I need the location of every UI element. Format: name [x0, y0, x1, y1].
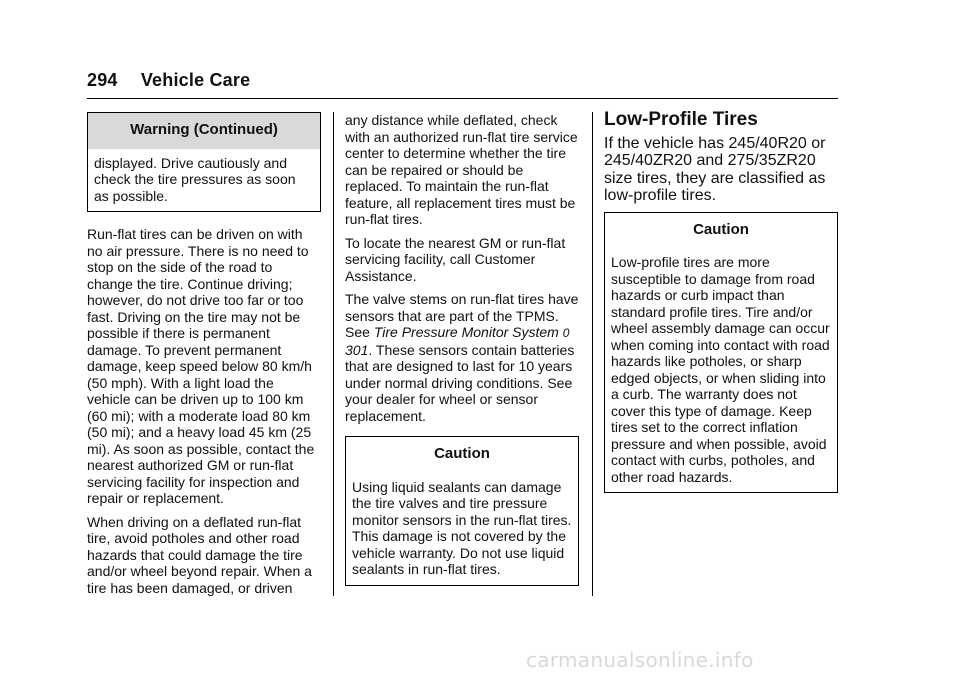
reference-page: 301 [345, 341, 369, 358]
warning-box-body: displayed. Drive cautiously and check the tire pressures as soon as possible. [94, 154, 296, 204]
text-run: The valve stems on run-flat tires have sensors that are part of the TPMS. See [345, 291, 579, 340]
column-3 [604, 109, 838, 507]
reference-title: Tire Pressure Monitor System [373, 324, 559, 340]
paragraph: When driving on a deflated run-flat tire, avoid potholes and other road hazards that could damage the tire and/or wheel beyond repair. When a tire has been damaged, or driven [87, 513, 312, 596]
warning-box-title: Warning (Continued) [88, 113, 320, 149]
caution-box-body: Using liquid sealants can damage the tire valves and tire pressure monitor sensors in the run-flat tires. This damage is not covered by the vehicle warranty. Do not use liquid sealants in run-flat tires. [352, 478, 572, 577]
section-heading: Low-Profile Tires [604, 109, 758, 130]
warning-box [87, 112, 321, 212]
paragraph: To locate the nearest GM or run-flat servicing facility, call Customer Assistance. [345, 234, 566, 284]
caution-box [604, 212, 838, 494]
page-number: 294 [87, 70, 118, 90]
caution-box-title: Caution [346, 437, 578, 473]
column-divider [592, 112, 593, 596]
page-reference-arrow-icon: 0 [562, 326, 570, 340]
caution-box-body: Low-profile tires are more susceptible to damage from road hazards or curb impact than standard profile tires. Tire and/or wheel assembly damage can occur when coming into contact with road hazards like potholes, or sharp edged objects, or when sliding into a curb. The warranty does not cover this type of damage. Keep tires set to the correct inflation pressure and when possible, avoid contact with curbs, potholes, and other road hazards. [611, 254, 830, 485]
column-divider [333, 112, 334, 596]
page-header [87, 70, 250, 91]
section-title: Vehicle Care [140, 70, 251, 90]
watermark: carmanualsonline.info [526, 648, 754, 672]
header-rule [87, 98, 838, 99]
paragraph: any distance while deflated, check with an authorized run-flat tire service center to determine whether the tire can be repaired or should be replaced. To maintain the run-flat feature, all replacement tires must be run-flat tires. [345, 112, 578, 227]
column-1 [87, 112, 321, 603]
tpms-paragraph [345, 291, 579, 424]
text-run: . These sensors contain batteries that are designed to last for 10 years under normal driving conditions. See your dealer for wheel or sensor replacement. [345, 341, 575, 424]
caution-box [345, 436, 579, 586]
lead-paragraph: If the vehicle has 245/40R20 or 245/40ZR20 and 275/35ZR20 size tires, they are classified as low-profile tires. [604, 134, 826, 204]
column-2 [345, 112, 579, 600]
paragraph: Run-flat tires can be driven on with no air pressure. There is no need to stop on the side of the road to change the tire. Continue driving; however, do not drive too far or too fast. Driving on the tire may not be possible if there is permanent damage. To prevent permanent damage, keep speed below 80 km/h (50 mph). With a light load the vehicle can be driven up to 100 km (60 mi); with a moderate load 80 km (50 mi); and a heavy load 45 km (25 mi). As soon as possible, contact the nearest authorized GM or run-flat servicing facility for inspection and repair or replacement. [87, 226, 315, 506]
caution-box-title: Caution [605, 213, 837, 249]
